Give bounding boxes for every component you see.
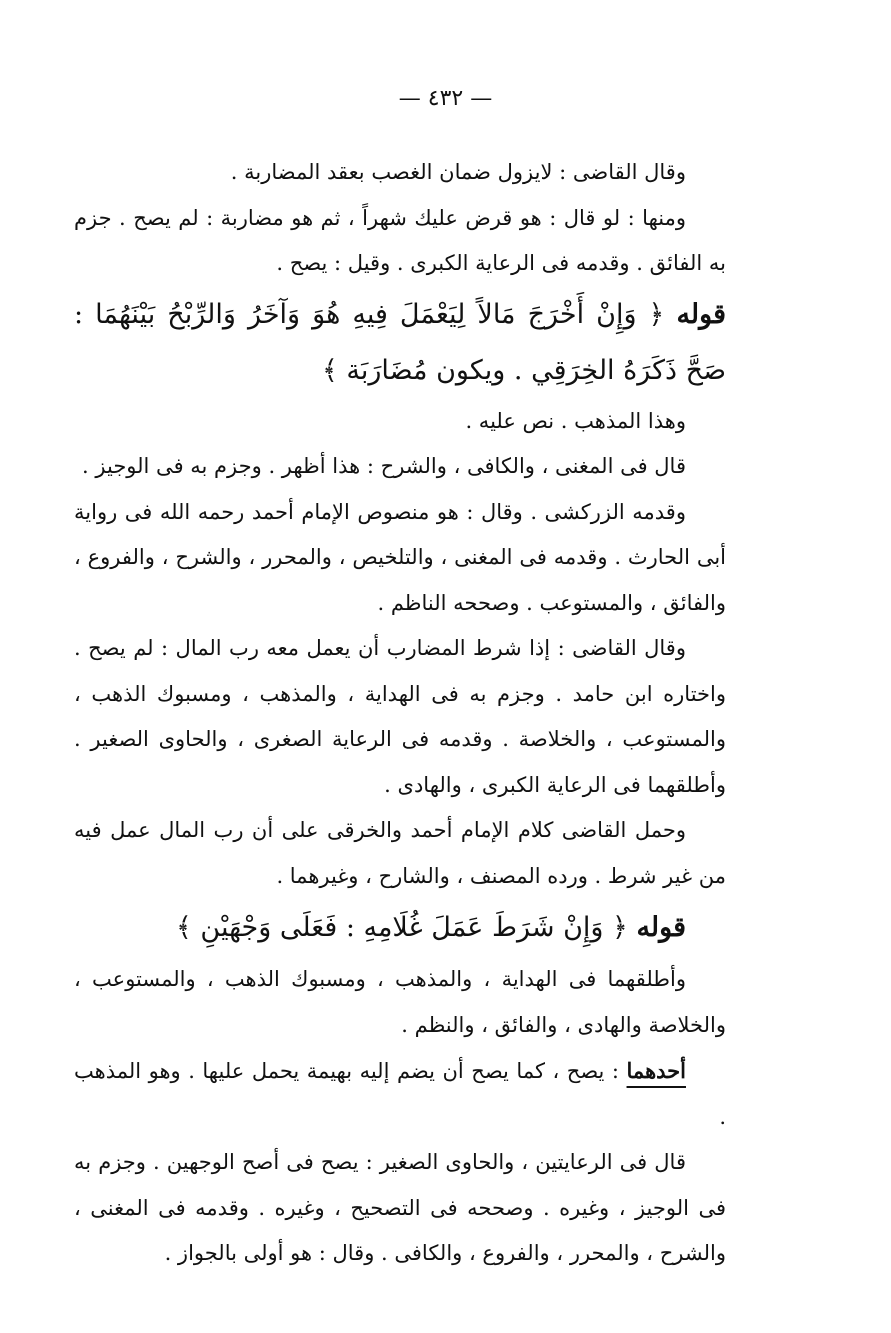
qawlu-label: قوله [676, 298, 726, 330]
paragraph: قال فى المغنى ، والكافى ، والشرح : هذا أظهر . وجزم به فى الوجيز . [82, 454, 686, 478]
paragraph: وحمل القاضى كلام الإمام أحمد والخرقى على أن رب المال عمل فيه من غير شرط . ورده المصنف ، والشارح ، وغيرهما . [74, 818, 726, 888]
matn-quote: ﴿ وَإِنْ أَخْرَجَ مَالاً لِيَعْمَلَ فِيهِ هُوَ وَآخَرُ وَالرِّبْحُ بَيْنَهُمَا : صَحَّ ذَكَرَهُ الخِرَقِي . ويكون مُضَارَبَة ﴾ [74, 298, 726, 386]
page-number: — ٤٣٢ — [398, 86, 493, 111]
paragraph: وهذا المذهب . نص عليه . [465, 408, 686, 433]
qawlu-label: قوله [636, 912, 686, 943]
quoted-matn-heading [74, 899, 726, 957]
paragraph: وقدمه الزركشى . وقال : هو منصوص الإمام أحمد رحمه الله فى رواية أبى الحارث . وقدمه فى المغنى ، والتلخيص ، والمحرر ، والشرح ، والفروع ، والفائق ، والمستوعب . وصححه الناظم . [74, 499, 726, 615]
paragraph-text: : يصح ، كما يصح أن يضم إليه بهيمة يحمل عليها . وهو المذهب . [74, 1059, 726, 1129]
paragraph: وقال القاضى : لايزول ضمان الغصب بعقد المضاربة . [230, 160, 686, 184]
paragraph [74, 1048, 726, 1140]
paragraph: وأطلقهما فى الهداية ، والمذهب ، ومسبوك الذهب ، والمستوعب ، والخلاصة والهادى ، والفائق ، والنظم . [74, 967, 726, 1037]
body-text [74, 150, 726, 1277]
ahaduhuma-label: أحدهما [626, 1058, 686, 1083]
paragraph: قال فى الرعايتين ، والحاوى الصغير : يصح فى أصح الوجهين . وجزم به فى الوجيز ، وغيره . وصححه فى التصحيح ، وغيره . وقدمه فى المغنى ، والشرح ، والمحرر ، والفروع ، والكافى . وقال : هو أولى بالجواز . [74, 1150, 726, 1265]
matn-quote: ﴿ وَإِنْ شَرَطَ عَمَلَ غُلَامِهِ : فَعَلَى وَجْهَيْنِ ﴾ [176, 912, 628, 943]
quoted-matn-heading [74, 287, 726, 399]
paragraph: ومنها : لو قال : هو قرض عليك شهراً ، ثم هو مضاربة : لم يصح . جزم به الفائق . وقدمه فى الرعاية الكبرى . وقيل : يصح . [74, 205, 726, 275]
paragraph: وقال القاضى : إذا شرط المضارب أن يعمل معه رب المال : لم يصح . واختاره ابن حامد . وجزم به فى الهداية ، والمذهب ، ومسبوك الذهب ، والمستوعب ، والخلاصة . وقدمه فى الرعاية الصغرى ، والحاوى الصغير . وأطلقهما فى الرعاية الكبرى ، والهادى . [74, 636, 726, 797]
